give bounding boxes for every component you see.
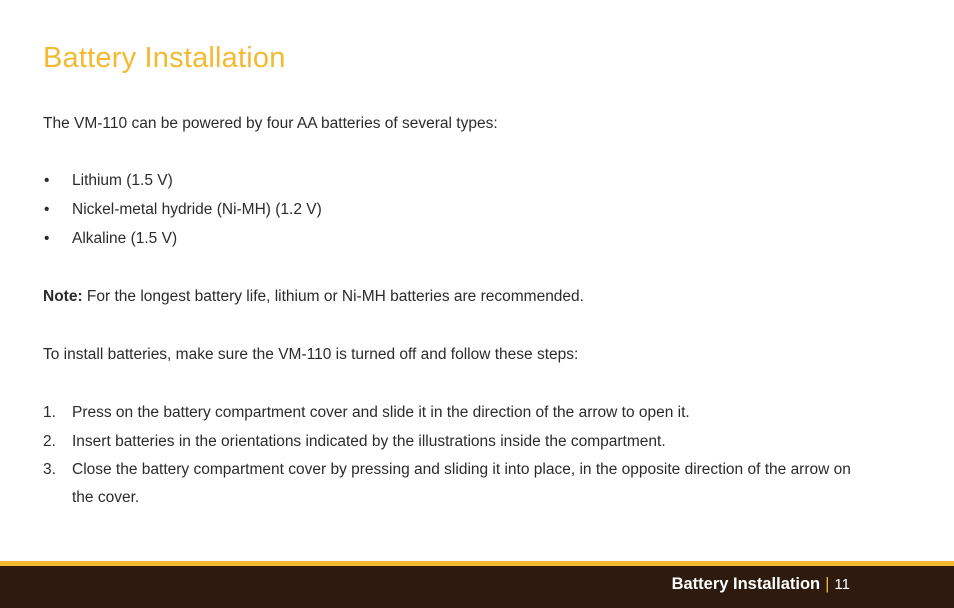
list-item (43, 224, 322, 253)
note-text: For the longest battery life, lithium or Ni-MH batteries are recommended. (82, 288, 584, 305)
bullet-marker: • (44, 201, 50, 218)
list-item-text: Lithium (1.5 V) (72, 172, 173, 189)
list-item (43, 398, 852, 427)
list-item-text: Alkaline (1.5 V) (72, 230, 178, 247)
page-title: Battery Installation (43, 42, 286, 74)
bullet-marker: • (44, 230, 50, 247)
list-item (43, 195, 322, 224)
list-item (43, 166, 322, 195)
intro-text: The VM-110 can be powered by four AA batteries of several types: (43, 115, 498, 132)
note-paragraph (43, 287, 584, 307)
page-footer (0, 566, 954, 608)
list-item (43, 456, 852, 512)
step-number: 1. (43, 404, 56, 421)
step-text: Close the battery compartment cover by pressing and sliding it into place, in the opposite direction of the arrow on the cover. (72, 461, 851, 506)
page-number: 11 (834, 576, 850, 593)
install-steps-list (43, 398, 852, 512)
step-number: 2. (43, 433, 56, 450)
note-label: Note: (43, 288, 83, 305)
footer-section-title: Battery Installation (671, 575, 821, 593)
footer-label (672, 575, 850, 594)
battery-type-list (43, 166, 322, 253)
step-number: 3. (43, 461, 56, 478)
step-text: Insert batteries in the orientations indicated by the illustrations inside the compartment. (72, 433, 666, 450)
list-item-text: Nickel-metal hydride (Ni-MH) (1.2 V) (72, 201, 322, 218)
footer-separator: | (825, 575, 830, 593)
steps-intro-text: To install batteries, make sure the VM-110 is turned off and follow these steps: (43, 346, 579, 363)
list-item (43, 427, 852, 456)
step-text: Press on the battery compartment cover and slide it in the direction of the arrow to open it. (72, 404, 690, 421)
bullet-marker: • (44, 172, 50, 189)
